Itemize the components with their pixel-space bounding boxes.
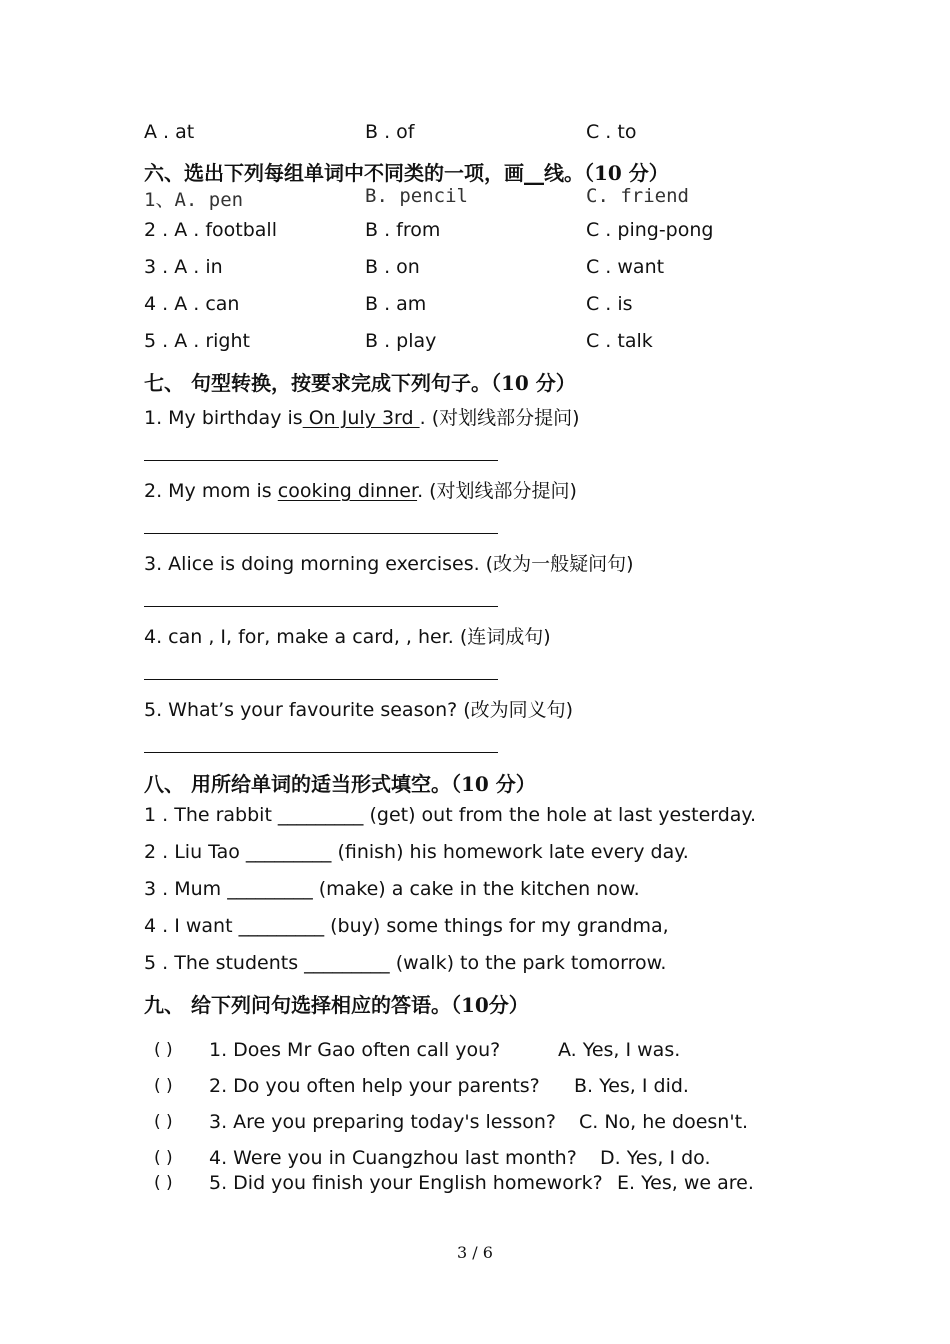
option-a: 5 . A . right — [144, 330, 250, 352]
item-text: 1. My birthday is — [144, 407, 303, 429]
section7-item-2 — [144, 476, 577, 503]
item-instruction: . (对划线部分提问) — [417, 480, 577, 502]
section7-item-4 — [144, 622, 551, 649]
item-text: 2. My mom is — [144, 480, 278, 502]
answer-paren[interactable]: ( ) — [154, 1112, 173, 1132]
item-text: 3. Alice is doing morning exercises. (改为一般疑问句) — [144, 553, 634, 575]
answer-paren[interactable]: ( ) — [154, 1148, 173, 1168]
option-c: C . is — [586, 293, 633, 315]
section8-item-2: 2 . Liu Tao _________ (finish) his homework late every day. — [144, 841, 689, 863]
option-a: 4 . A . can — [144, 293, 240, 315]
item-text: 4. can , I, for, make a card, , her. (连词成句) — [144, 626, 551, 648]
section8-item-1: 1 . The rabbit _________ (get) out from the hole at last yesterday. — [144, 804, 757, 826]
section9-item-3 — [0, 1111, 950, 1131]
answer-text: C. No, he doesn't. — [579, 1111, 749, 1133]
underlined-part: On July 3rd — [302, 407, 420, 429]
section6-title-post: 线。（10 分） — [544, 161, 669, 185]
answer-paren[interactable]: ( ) — [154, 1173, 173, 1193]
option-c: C . talk — [586, 330, 653, 352]
section9-title: 九、 给下列问句选择相应的答语。（10分） — [144, 993, 529, 1017]
option-b: B. pencil — [365, 185, 468, 207]
section9-item-5 — [0, 1172, 950, 1192]
section8-item-3: 3 . Mum _________ (make) a cake in the kitchen now. — [144, 878, 640, 900]
option-a: 3 . A . in — [144, 256, 223, 278]
question-text: 4. Were you in Cuangzhou last month? — [209, 1147, 577, 1169]
option-c: C . want — [586, 256, 665, 278]
section8-title: 八、 用所给单词的适当形式填空。（10 分） — [144, 772, 536, 796]
option-c: C. friend — [586, 185, 689, 207]
option-b: B . play — [365, 330, 437, 352]
option-b: B . from — [365, 219, 441, 241]
answer-line-4[interactable] — [144, 679, 498, 680]
option-b: B . of — [365, 121, 415, 143]
item-instruction: . (对划线部分提问) — [419, 407, 580, 429]
underlined-part: cooking dinner — [277, 480, 418, 502]
section9-item-2 — [0, 1075, 950, 1095]
question-text: 5. Did you finish your English homework? — [209, 1172, 603, 1194]
section9-item-4 — [0, 1147, 950, 1167]
option-c: C . to — [586, 121, 637, 143]
section7-title: 七、 句型转换，按要求完成下列句子。（10 分） — [144, 371, 576, 395]
option-a: 1、A. pen — [144, 189, 244, 211]
answer-text: B. Yes, I did. — [574, 1075, 689, 1097]
option-c: C . ping-pong — [586, 219, 714, 241]
answer-text: A. Yes, I was. — [558, 1039, 681, 1061]
section7-item-1 — [144, 403, 580, 430]
answer-text: E. Yes, we are. — [617, 1172, 754, 1194]
section7-item-5 — [144, 695, 573, 722]
answer-line-3[interactable] — [144, 606, 498, 607]
answer-text: D. Yes, I do. — [600, 1147, 711, 1169]
option-b: B . on — [365, 256, 420, 278]
item-text: 5. What’s your favourite season? (改为同义句) — [144, 699, 574, 721]
section6-title — [144, 157, 669, 186]
answer-paren[interactable]: ( ) — [154, 1040, 173, 1060]
page-number: 3 / 6 — [457, 1243, 493, 1262]
question-text: 3. Are you preparing today's lesson? — [209, 1111, 557, 1133]
section6-title-blank: __ — [524, 161, 544, 185]
option-a: A . at — [144, 121, 195, 143]
answer-paren[interactable]: ( ) — [154, 1076, 173, 1096]
section7-item-3 — [144, 549, 634, 576]
question-text: 1. Does Mr Gao often call you? — [209, 1039, 501, 1061]
section8-item-5: 5 . The students _________ (walk) to the park tomorrow. — [144, 952, 667, 974]
option-b: B . am — [365, 293, 427, 315]
answer-line-2[interactable] — [144, 533, 498, 534]
option-a: 2 . A . football — [144, 219, 277, 241]
answer-line-1[interactable] — [144, 460, 498, 461]
section9-item-1 — [0, 1039, 950, 1059]
answer-line-5[interactable] — [144, 752, 498, 753]
section8-item-4: 4 . I want _________ (buy) some things for my grandma, — [144, 915, 669, 937]
section6-title-pre: 六、选出下列每组单词中不同类的一项，画 — [144, 161, 524, 185]
question-text: 2. Do you often help your parents? — [209, 1075, 540, 1097]
